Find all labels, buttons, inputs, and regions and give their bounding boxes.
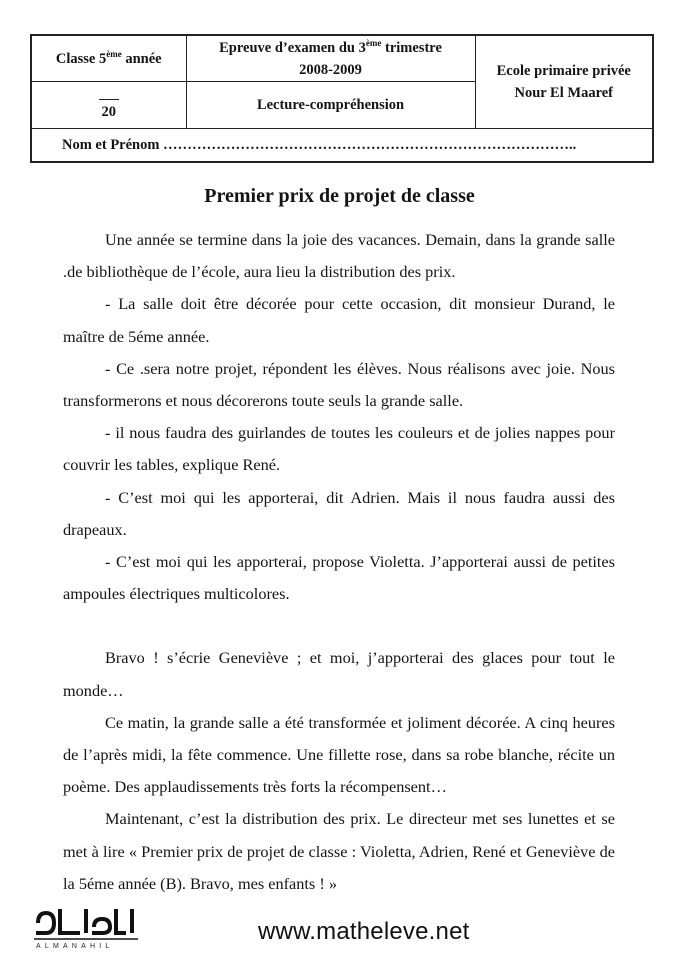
school-name-line2: Nour El Maaref	[514, 84, 614, 101]
student-name-field: Nom et Prénom …………………………………………………………………………..	[31, 128, 653, 162]
exam-cell: Epreuve d’examen du 3ème trimestre 2008-2009	[186, 35, 475, 82]
school-cell	[475, 35, 653, 128]
logo-subtitle: ALMANAHIL	[36, 943, 114, 950]
logo-script-icon	[34, 905, 138, 941]
exam-year: 2008-2009	[299, 61, 362, 78]
score-denominator: 20	[99, 99, 119, 123]
exam-header-table	[30, 34, 654, 163]
paragraph-1: Une année se termine dans la joie des vacances. Demain, dans la grande salle .de bibliothèque de l’école, aura lieu la distribution des prix.	[63, 230, 615, 282]
paragraph-3: - Ce .sera notre projet, répondent les élèves. Nous réalisons avec joie. Nous transformerons et nous décorerons toute seuls la grande salle.	[63, 358, 615, 411]
website-url[interactable]: www.matheleve.net	[258, 918, 470, 945]
text-title: Premier prix de projet de classe	[204, 185, 475, 207]
reading-text	[63, 224, 615, 900]
paragraph-9: Maintenant, c’est la distribution des prix. Le directeur met ses lunettes et se met à lire « Premier prix de projet de classe : Violetta, Adrien, René et Geneviève de la 5éme année (B). Bravo, mes enfants ! »	[63, 809, 615, 893]
paragraph-8: Ce matin, la grande salle a été transformée et joliment décorée. A cinq heures de l’après midi, la fête commence. Une fillette rose, dans sa robe blanche, récite un poème. Des applaudissements très forts la récompensent…	[63, 712, 615, 797]
subject-cell: Lecture-compréhension	[186, 82, 475, 129]
score-cell	[31, 82, 186, 129]
almanahil-logo	[34, 905, 138, 953]
school-name-line1: Ecole primaire privée	[496, 62, 631, 79]
paragraph-7: Bravo ! s’écrie Geneviève ; et moi, j’apporterai des glaces pour tout le monde…	[63, 648, 615, 700]
paragraph-2: - La salle doit être décorée pour cette occasion, dit monsieur Durand, le maître de 5éme année.	[63, 294, 615, 346]
paragraph-5: - C’est moi qui les apporterai, dit Adrien. Mais il nous faudra aussi des drapeaux.	[63, 487, 615, 539]
paragraph-6: - C’est moi qui les apporterai, propose Violetta. J’apporterai aussi de petites ampoules électriques multicolores.	[63, 552, 615, 604]
paragraph-4: - il nous faudra des guirlandes de toutes les couleurs et de jolies nappes pour couvrir les tables, explique René.	[63, 423, 615, 475]
class-cell: Classe 5ème année	[31, 35, 186, 82]
